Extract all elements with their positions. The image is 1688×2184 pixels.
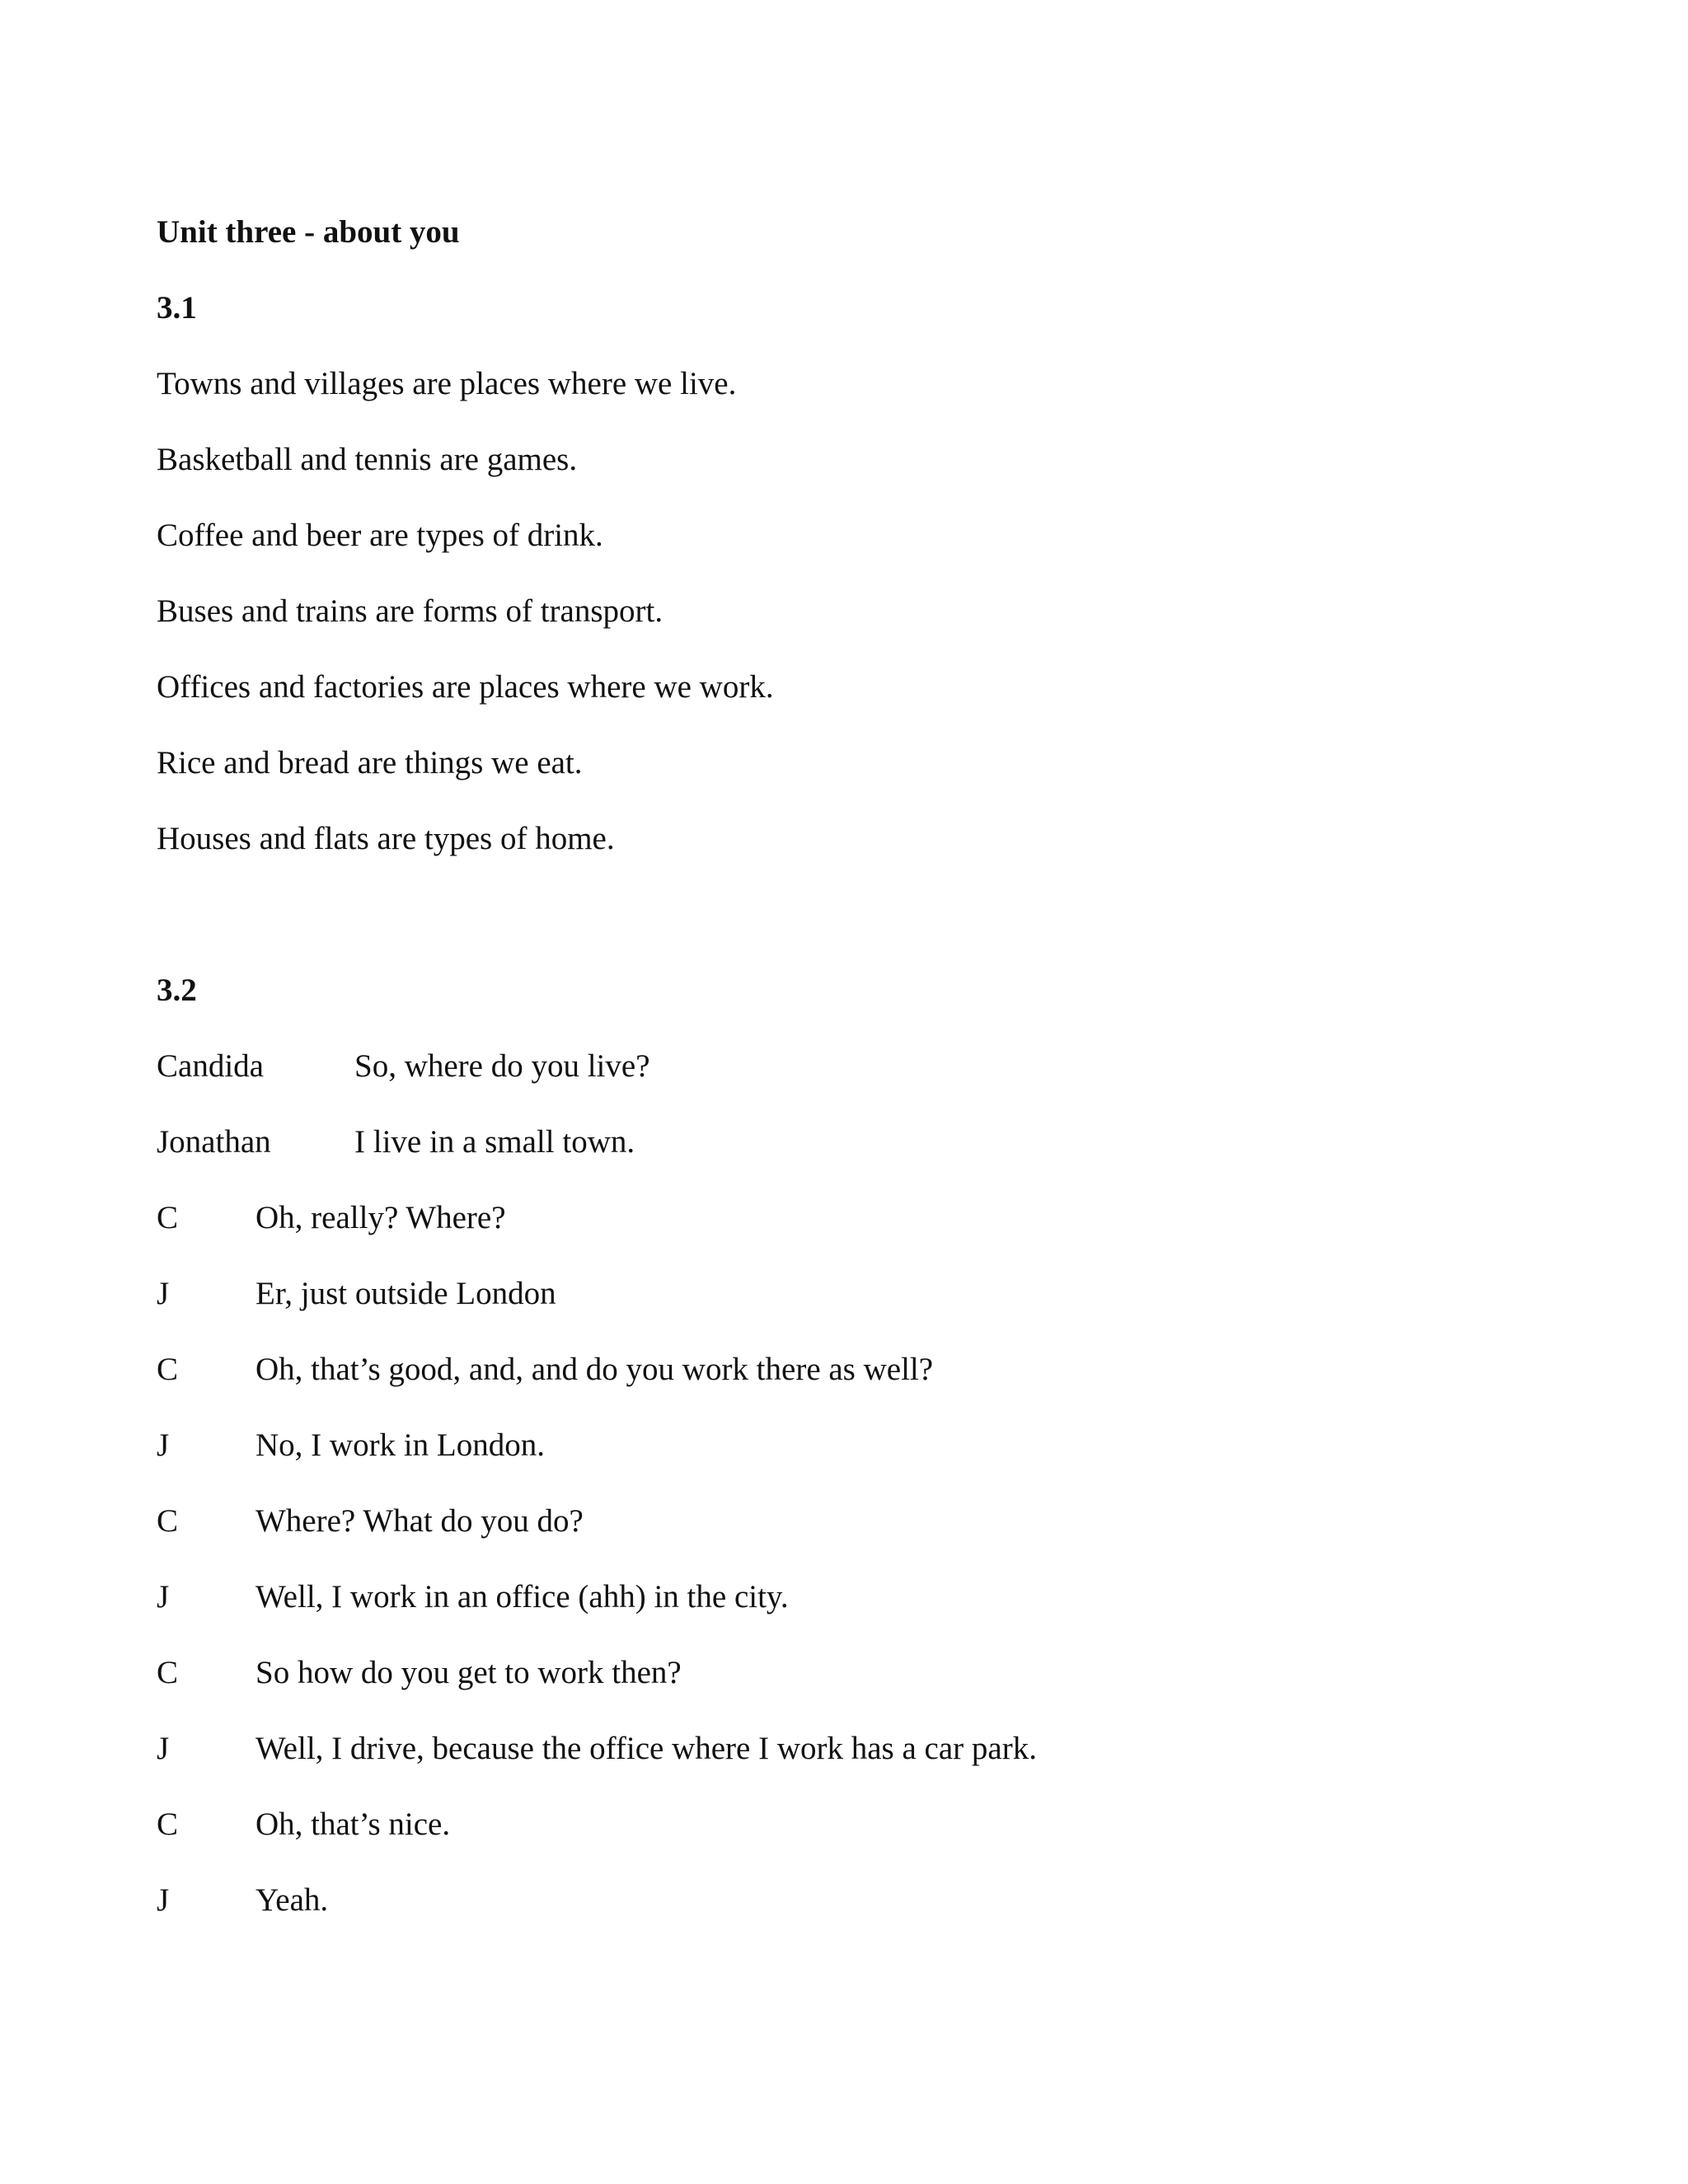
speaker-initial: J bbox=[157, 1276, 170, 1311]
dialogue-line bbox=[157, 1029, 1558, 1104]
speaker-initial: J bbox=[157, 1579, 170, 1615]
document-page bbox=[157, 194, 1558, 1938]
dialogue-line bbox=[157, 1104, 1558, 1180]
dialogue-text: Oh, really? Where? bbox=[256, 1200, 506, 1235]
dialogue-text: Yeah. bbox=[256, 1882, 329, 1918]
dialogue-text: So how do you get to work then? bbox=[256, 1655, 682, 1690]
sentence-line: Rice and bread are things we eat. bbox=[157, 745, 583, 780]
dialogue-line bbox=[157, 1635, 1558, 1711]
section-heading-3-2: 3.2 bbox=[157, 972, 197, 1008]
speaker-initial: J bbox=[157, 1731, 170, 1766]
dialogue-text: Where? What do you do? bbox=[256, 1503, 584, 1539]
speaker-initial: J bbox=[157, 1882, 170, 1918]
dialogue-line bbox=[157, 1863, 1558, 1938]
dialogue-line bbox=[157, 1408, 1558, 1483]
speaker-initial: C bbox=[157, 1352, 179, 1387]
section-heading-3-1: 3.1 bbox=[157, 290, 197, 326]
dialogue-text: So, where do you live? bbox=[354, 1048, 650, 1084]
sentence-line: Buses and trains are forms of transport. bbox=[157, 593, 663, 629]
speaker-initial: C bbox=[157, 1655, 179, 1690]
sentence-line: Towns and villages are places where we live. bbox=[157, 366, 737, 401]
sentence-line: Offices and factories are places where we work. bbox=[157, 669, 774, 705]
dialogue-text: Oh, that’s nice. bbox=[256, 1807, 451, 1842]
dialogue-line bbox=[157, 1256, 1558, 1332]
dialogue-text: Well, I drive, because the office where I work has a car park. bbox=[256, 1731, 1037, 1766]
dialogue-text: Er, just outside London bbox=[256, 1276, 556, 1311]
document-title: Unit three - about you bbox=[157, 214, 460, 250]
sentence-line: Coffee and beer are types of drink. bbox=[157, 518, 603, 553]
dialogue-line bbox=[157, 1332, 1558, 1408]
dialogue-line bbox=[157, 1559, 1558, 1635]
speaker-initial: C bbox=[157, 1503, 179, 1539]
speaker-name: Candida bbox=[157, 1048, 264, 1084]
speaker-initial: J bbox=[157, 1427, 170, 1463]
dialogue-text: I live in a small town. bbox=[354, 1124, 635, 1160]
speaker-initial: C bbox=[157, 1807, 179, 1842]
dialogue-line bbox=[157, 1711, 1558, 1787]
dialogue-text: Well, I work in an office (ahh) in the city. bbox=[256, 1579, 789, 1615]
dialogue-line bbox=[157, 1180, 1558, 1256]
sentence-line: Basketball and tennis are games. bbox=[157, 442, 578, 477]
speaker-initial: C bbox=[157, 1200, 179, 1235]
sentence-line: Houses and flats are types of home. bbox=[157, 821, 615, 856]
dialogue-line bbox=[157, 1483, 1558, 1559]
dialogue-line bbox=[157, 1787, 1558, 1863]
section-spacer bbox=[157, 877, 1558, 953]
speaker-name: Jonathan bbox=[157, 1124, 271, 1160]
dialogue-text: No, I work in London. bbox=[256, 1427, 545, 1463]
dialogue-text: Oh, that’s good, and, and do you work there as well? bbox=[256, 1352, 934, 1387]
